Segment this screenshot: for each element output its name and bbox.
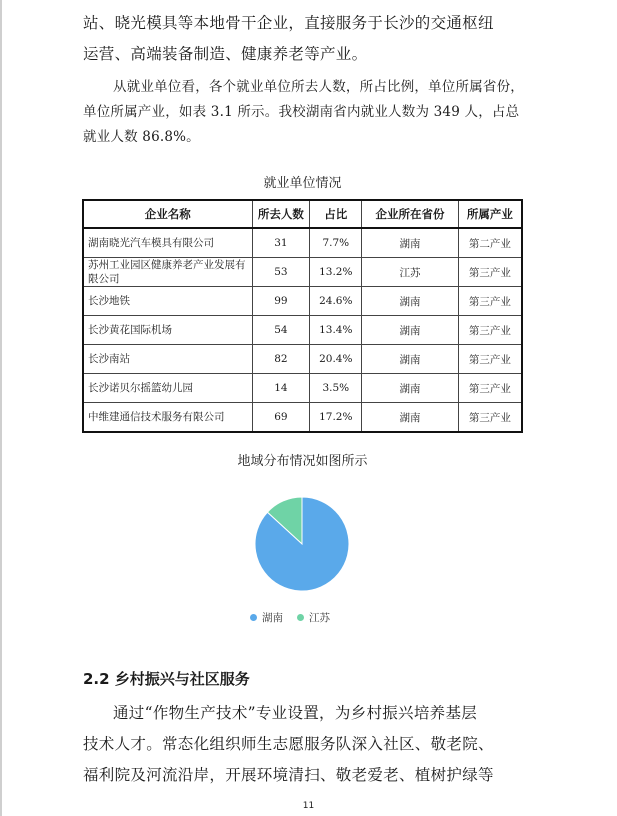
company-name-cell: 苏州工业园区健康养老产业发展有限公司 — [83, 258, 252, 287]
employment-table — [82, 199, 523, 433]
text-line: 通过“作物生产技术”专业设置，为乡村振兴培养基层 — [113, 704, 478, 722]
industry-cell: 第三产业 — [458, 258, 522, 287]
table-row — [83, 287, 522, 316]
ratio-cell: 17.2% — [310, 403, 362, 433]
ratio-cell: 13.4% — [310, 316, 362, 345]
chart-caption: 地域分布情况如图所示 — [237, 454, 368, 469]
company-name-cell: 长沙南站 — [83, 345, 252, 374]
column-header: 占比 — [310, 200, 362, 228]
legend-item — [297, 610, 330, 625]
legend-label: 湖南 — [262, 612, 283, 624]
table-row — [83, 316, 522, 345]
employment-summary-paragraph — [83, 75, 533, 150]
count-cell: 54 — [252, 316, 310, 345]
industry-cell: 第三产业 — [458, 287, 522, 316]
province-cell: 湖南 — [362, 287, 459, 316]
province-cell: 湖南 — [362, 374, 459, 403]
text-line: 运营、高端装备制造、健康养老等产业。 — [83, 45, 368, 63]
column-header: 所属产业 — [458, 200, 522, 228]
text-line: 从就业单位看，各个就业单位所去人数，所占比例，单位所属省份， — [113, 79, 524, 95]
column-header: 企业名称 — [83, 200, 252, 228]
province-cell: 湖南 — [362, 228, 459, 258]
company-name-cell: 长沙黄花国际机场 — [83, 316, 252, 345]
table-caption: 就业单位情况 — [263, 176, 342, 191]
column-header: 企业所在省份 — [362, 200, 459, 228]
industry-cell: 第三产业 — [458, 374, 522, 403]
industry-cell: 第三产业 — [458, 316, 522, 345]
text-line: 站、晓光模具等本地骨干企业，直接服务于长沙的交通枢纽 — [83, 14, 494, 32]
page-number: 11 — [302, 801, 315, 811]
table-row — [83, 403, 522, 433]
company-name-cell: 湖南晓光汽车模具有限公司 — [83, 228, 252, 258]
province-cell: 湖南 — [362, 403, 459, 433]
company-name-cell: 长沙诺贝尔摇篮幼儿园 — [83, 374, 252, 403]
table-row — [83, 258, 522, 287]
text-line: 单位所属产业，如表 3.1 所示。我校湖南省内就业人数为 349 人，占总 — [83, 104, 520, 120]
legend-item — [250, 610, 283, 625]
count-cell: 14 — [252, 374, 310, 403]
ratio-cell: 24.6% — [310, 287, 362, 316]
ratio-cell: 13.2% — [310, 258, 362, 287]
count-cell: 53 — [252, 258, 310, 287]
section-heading: 2.2 乡村振兴与社区服务 — [83, 670, 250, 688]
table-row — [83, 374, 522, 403]
ratio-cell: 3.5% — [310, 374, 362, 403]
text-line: 技术人才。常态化组织师生志愿服务队深入社区、敬老院、 — [83, 735, 494, 753]
table-header-row — [83, 200, 522, 228]
company-name-cell: 长沙地铁 — [83, 287, 252, 316]
chart-legend — [250, 610, 344, 625]
industry-cell: 第二产业 — [458, 228, 522, 258]
count-cell: 31 — [252, 228, 310, 258]
text-line: 就业人数 86.8%。 — [83, 129, 200, 145]
page-edge-rule — [0, 0, 2, 816]
province-cell: 湖南 — [362, 316, 459, 345]
intro-paragraph — [83, 8, 533, 70]
industry-cell: 第三产业 — [458, 403, 522, 433]
industry-cell: 第三产业 — [458, 345, 522, 374]
ratio-cell: 20.4% — [310, 345, 362, 374]
province-cell: 湖南 — [362, 345, 459, 374]
column-header: 所去人数 — [252, 200, 310, 228]
table-row — [83, 228, 522, 258]
text-line: 福利院及河流沿岸，开展环境清扫、敬老爱老、植树护绿等 — [83, 766, 494, 784]
rural-revitalization-paragraph — [83, 698, 533, 791]
ratio-cell: 7.7% — [310, 228, 362, 258]
legend-marker — [250, 614, 257, 621]
region-pie-chart — [240, 488, 364, 600]
count-cell: 82 — [252, 345, 310, 374]
table-row — [83, 345, 522, 374]
legend-label: 江苏 — [309, 612, 330, 624]
count-cell: 99 — [252, 287, 310, 316]
count-cell: 69 — [252, 403, 310, 433]
legend-marker — [297, 614, 304, 621]
company-name-cell: 中维建通信技术服务有限公司 — [83, 403, 252, 433]
province-cell: 江苏 — [362, 258, 459, 287]
